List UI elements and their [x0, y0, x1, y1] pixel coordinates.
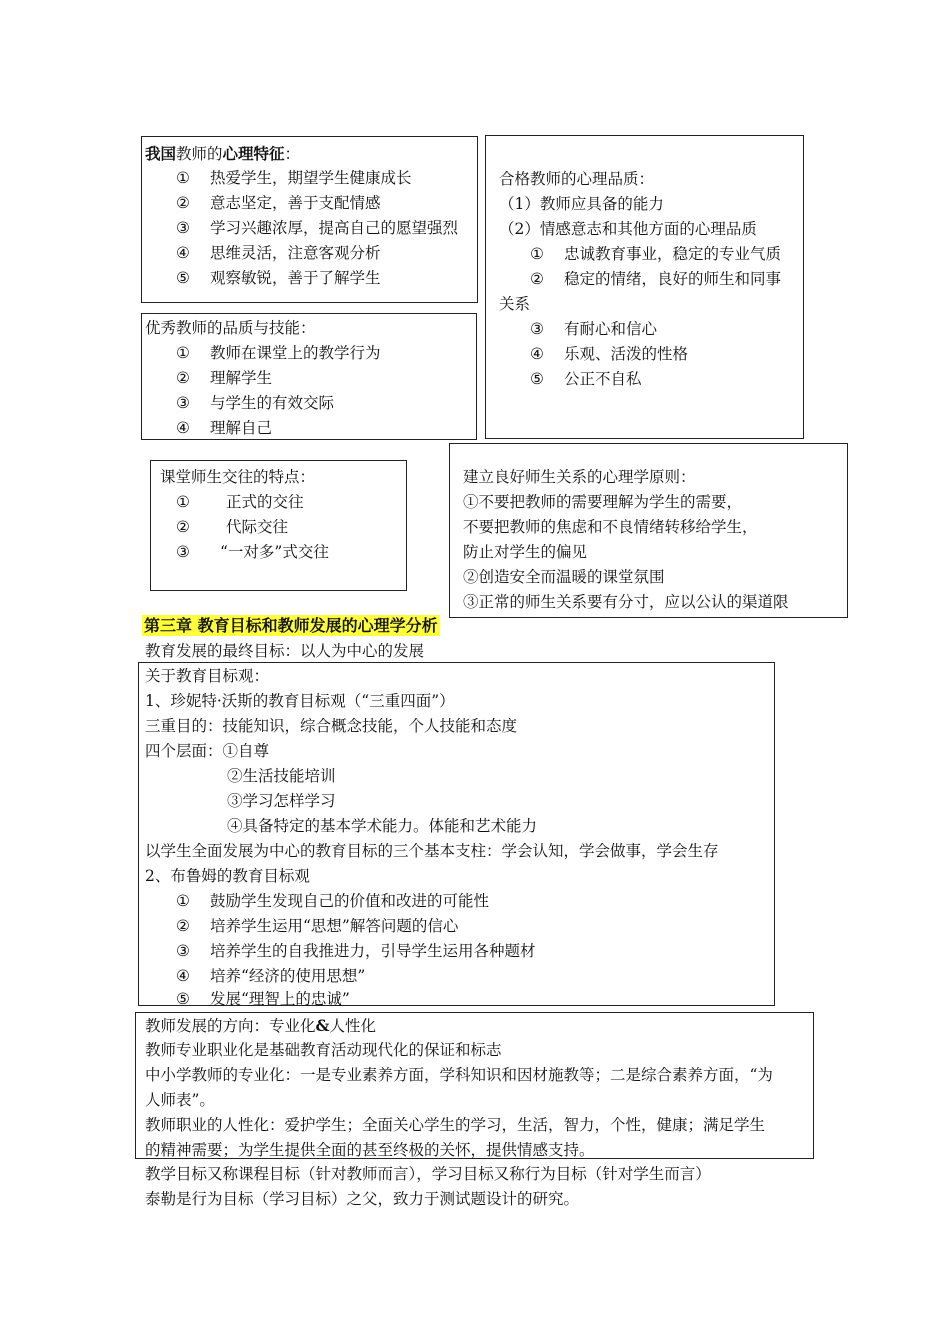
box6-line: 1、珍妮特·沃斯的教育目标观（“三重四面”）: [145, 692, 455, 710]
box1-item: ① 热爱学生，期望学生健康成长: [176, 169, 412, 187]
box4-item: ③ “一对多”式交往: [176, 543, 329, 561]
box6-item: ① 鼓励学生发现自己的价值和改进的可能性: [176, 892, 490, 910]
box7-line: 中小学教师的专业化：一是专业素养方面，学科知识和因材施教等；二是综合素养方面，“为: [145, 1066, 773, 1084]
box6-line: 2、布鲁姆的教育目标观: [145, 867, 310, 885]
box3-item: ② 理解学生: [176, 369, 273, 387]
box5-title: 建立良好师生关系的心理学原则：: [463, 468, 696, 486]
box7-line: 教师发展的方向：专业化&人性化: [145, 1016, 377, 1035]
chapter-heading: 第三章 教育目标和教师发展的心理学分析: [144, 616, 438, 635]
box1-item: ④ 思维灵活，注意客观分析: [176, 244, 381, 262]
box3-title: 优秀教师的品质与技能：: [145, 319, 316, 337]
box2-item: ② 稳定的情绪，良好的师生和同事: [530, 270, 782, 288]
box1-title: 我国教师的心理特征：: [145, 144, 301, 163]
box2-item: ③ 有耐心和信心: [530, 320, 658, 338]
box2-line: （1）教师应具备的能力: [499, 195, 664, 213]
box7-line: 人师表”。: [145, 1091, 215, 1109]
box6-line: ②生活技能培训: [227, 767, 336, 785]
box5-line: 防止对学生的偏见: [463, 543, 588, 561]
box6-line: ③学习怎样学习: [227, 792, 336, 810]
tail-line: 教学目标又称课程目标（针对教师而言），学习目标又称行为目标（针对学生而言）: [145, 1165, 711, 1183]
box6-item: ④ 培养“经济的使用思想”: [176, 967, 366, 985]
box2-item: ④ 乐观、活泼的性格: [530, 345, 689, 363]
box6-item: ③ 培养学生的自我推进力，引导学生运用各种题材: [176, 942, 536, 960]
box5-line: ①不要把教师的需要理解为学生的需要，: [463, 493, 743, 511]
box6-item: ② 培养学生运用“思想”解答问题的信心: [176, 917, 459, 935]
box2-title: 合格教师的心理品质：: [499, 170, 655, 188]
box1-item: ② 意志坚定，善于支配情感: [176, 194, 381, 212]
box5-line: 不要把教师的焦虑和不良情绪转移给学生，: [463, 518, 758, 536]
box2-line: （2）情感意志和其他方面的心理品质: [499, 220, 757, 238]
box6-item: ⑤ 发展“理智上的忠诚”: [176, 990, 350, 1008]
box6-line: 四个层面：①自尊: [145, 742, 270, 760]
box1-item: ③ 学习兴趣浓厚，提高自己的愿望强烈: [176, 219, 459, 237]
box2-wrap: 关系: [499, 295, 531, 313]
tail-line: 泰勒是行为目标（学习目标）之父，致力于测试题设计的研究。: [145, 1190, 580, 1208]
box5-line: ③正常的师生关系要有分寸，应以公认的渠道限: [463, 593, 789, 611]
box1-item: ⑤ 观察敏锐，善于了解学生: [176, 269, 381, 287]
final-goal-line: 教育发展的最终目标：以人为中心的发展: [145, 642, 425, 660]
box6-line: ④具备特定的基本学术能力。体能和艺术能力: [227, 817, 538, 835]
box7-line: 教师专业职业化是基础教育活动现代化的保证和标志: [145, 1041, 502, 1059]
box6-line: 三重目的：技能知识，综合概念技能，个人技能和态度: [145, 717, 518, 735]
box3-item: ① 教师在课堂上的教学行为: [176, 344, 381, 362]
box3-item: ④ 理解自己: [176, 419, 273, 437]
box5-line: ②创造安全而温暖的课堂氛围: [463, 568, 665, 586]
box4-item: ② 代际交往: [176, 518, 289, 536]
box3-item: ③ 与学生的有效交际: [176, 394, 335, 412]
box4-title: 课堂师生交往的特点：: [160, 468, 316, 486]
box7-line: 的精神需要；为学生提供全面的甚至终极的关怀，提供情感支持。: [145, 1141, 595, 1159]
box2-item: ① 忠诚教育事业，稳定的专业气质: [530, 245, 782, 263]
box2-item: ⑤ 公正不自私: [530, 370, 642, 388]
box6-line: 关于教育目标观：: [145, 667, 270, 685]
box7-line: 教师职业的人性化：爱护学生；全面关心学生的学习，生活，智力，个性，健康；满足学生: [145, 1116, 766, 1134]
box4-item: ① 正式的交往: [176, 493, 304, 511]
box6-line: 以学生全面发展为中心的教育目标的三个基本支柱：学会认知，学会做事，学会生存: [145, 842, 719, 860]
